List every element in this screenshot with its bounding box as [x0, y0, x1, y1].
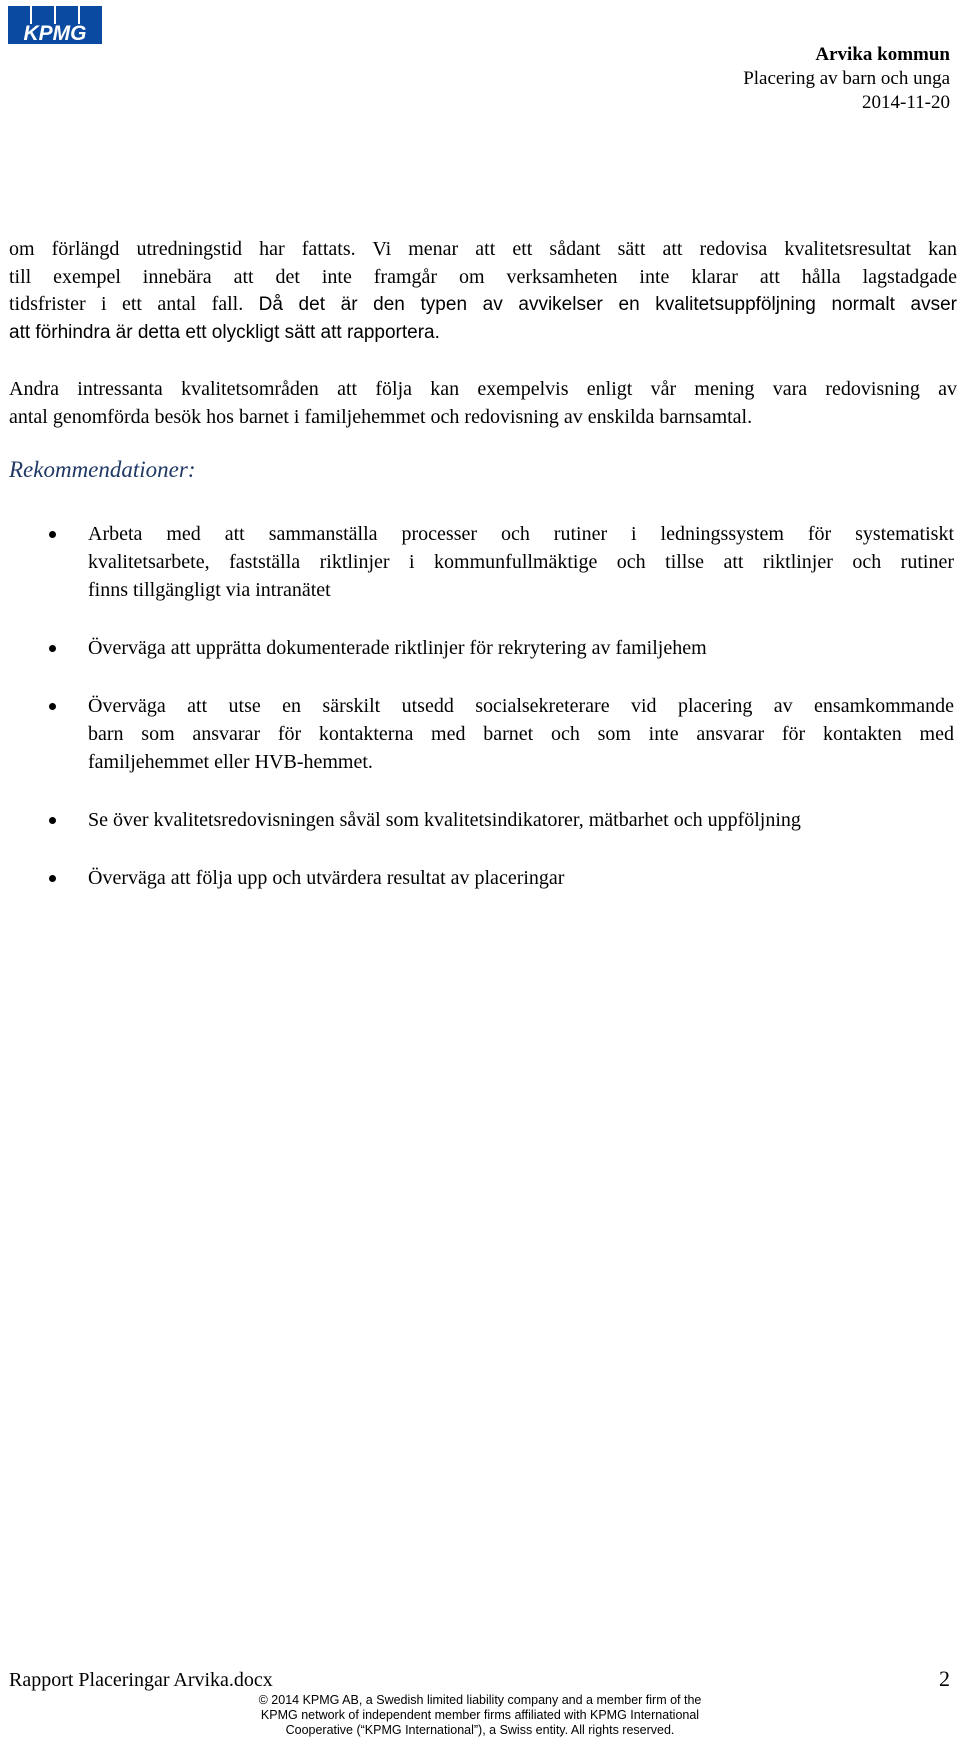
- page-header: [743, 43, 950, 115]
- copyright-line: KPMG network of independent member firms affiliated with KPMG International: [260, 1708, 700, 1722]
- list-item: [0, 806, 954, 834]
- text-line: antal genomförda besök hos barnet i familjehemmet och redovisning av enskilda barnsamtal.: [9, 405, 753, 428]
- text-line: familjehemmet eller HVB-hemmet.: [88, 751, 373, 773]
- bullet-icon: [49, 703, 56, 710]
- page-number: 2: [939, 1666, 950, 1691]
- list-item: [0, 634, 954, 662]
- text-line: Arbeta med att sammanställa processer och rutiner i ledningssystem för systematiskt: [88, 523, 954, 545]
- text-line: Överväga att följa upp och utvärdera resultat av placeringar: [88, 867, 565, 889]
- copyright-notice: [180, 1693, 780, 1738]
- text-line: Se över kvalitetsredovisningen såväl som kvalitetsindikatorer, mätbarhet och uppföljning: [88, 809, 801, 831]
- footer-file-name: Rapport Placeringar Arvika.docx: [9, 1669, 273, 1691]
- kpmg-logo-icon: [8, 6, 105, 44]
- text-line: tidsfrister i ett antal fall. Då det är den typen av avvikelser en kvalitetsuppföljning normalt avser: [9, 293, 957, 315]
- text-line: att förhindra är detta ett olyckligt sätt att rapportera.: [9, 321, 440, 343]
- text-line: finns tillgängligt via intranätet: [88, 579, 331, 601]
- list-item: [0, 864, 954, 892]
- logo-text: KPMG: [23, 22, 87, 44]
- bullet-icon: [49, 875, 56, 882]
- list-item: [0, 692, 954, 776]
- kpmg-logo: [8, 6, 105, 44]
- bullet-icon: [49, 531, 56, 538]
- text-line: Andra intressanta kvalitetsområden att följa kan exempelvis enligt vår mening vara redovisning av: [9, 378, 957, 400]
- text-line: Överväga att upprätta dokumenterade riktlinjer för rekrytering av familjehem: [88, 637, 707, 659]
- body-paragraph: [9, 376, 957, 431]
- text-line: Överväga att utse en särskilt utsedd socialsekreterare vid placering av ensamkommande: [88, 695, 954, 717]
- text-line: till exempel innebära att det inte framgår om verksamheten inte klarar att hålla lagstadgade: [9, 265, 957, 288]
- copyright-line: Cooperative (“KPMG International”), a Swiss entity. All rights reserved.: [285, 1723, 675, 1737]
- text-line: om förlängd utredningstid har fattats. Vi menar att ett sådant sätt att redovisa kvalitetsresultat kan: [9, 238, 957, 260]
- copyright-line: © 2014 KPMG AB, a Swedish limited liability company and a member firm of the: [258, 1693, 702, 1707]
- text-line: kvalitetsarbete, fastställa riktlinjer i kommunfullmäktige och tillse att riktlinjer och rutiner: [88, 551, 954, 573]
- bullet-icon: [49, 817, 56, 824]
- list-item: [0, 520, 954, 604]
- organization-name: Arvika kommun: [815, 44, 950, 65]
- bullet-icon: [49, 645, 56, 652]
- text-line: barn som ansvarar för kontakterna med barnet och som inte ansvarar för kontakten med: [88, 723, 954, 745]
- body-paragraph: [9, 236, 957, 346]
- recommendations-list: [0, 520, 960, 922]
- recommendations-heading: Rekommendationer:: [9, 457, 196, 482]
- report-title: Placering av barn och unga: [743, 68, 950, 89]
- report-date: 2014-11-20: [862, 92, 950, 113]
